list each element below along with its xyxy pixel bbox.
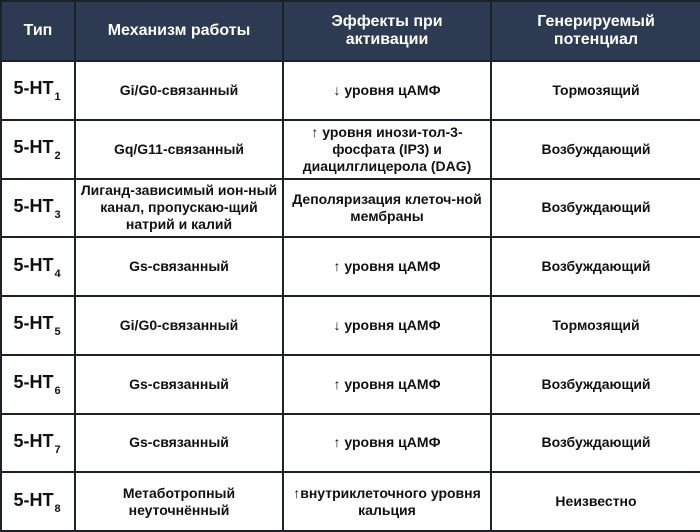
potential-cell: Тормозящий [491,61,700,120]
effects-cell: ↑внутриклеточного уровня кальция [283,472,491,531]
potential-cell: Возбуждающий [491,120,700,179]
mechanism-cell: Gq/G11-связанный [75,120,283,179]
table-header [1,1,700,61]
potential-cell: Неизвестно [491,472,700,531]
effects-cell: Деполяризация клеточ-ной мембраны [283,179,491,238]
receptor-type-subscript: 5 [54,326,61,339]
receptor-type-subscript: 8 [54,502,61,515]
potential-cell: Тормозящий [491,296,700,355]
table-row [1,472,700,531]
receptor-type [1,120,75,179]
receptor-type-base: 5-HT [13,78,54,99]
mechanism-cell: Gs-связанный [75,237,283,296]
header-effects: Эффекты при активации [283,1,491,61]
receptor-type [1,472,75,531]
receptor-type-subscript: 1 [54,91,61,104]
table-body [1,61,700,531]
potential-cell: Возбуждающий [491,237,700,296]
receptor-type [1,61,75,120]
receptor-type-base: 5-HT [13,195,54,216]
receptor-type-base: 5-HT [13,372,54,393]
receptor-type-base: 5-HT [13,254,54,275]
receptor-type-base: 5-HT [13,430,54,451]
receptor-type [1,237,75,296]
potential-cell: Возбуждающий [491,355,700,414]
receptor-type-base: 5-HT [13,137,54,158]
effects-cell: ↑ уровня цАМФ [283,237,491,296]
header-mechanism: Механизм работы [75,1,283,61]
mechanism-cell: Gi/G0-связанный [75,61,283,120]
mechanism-cell: Метаботропный неуточнённый [75,472,283,531]
header-row [1,1,700,61]
receptor-type [1,296,75,355]
effects-cell: ↑ уровня инози-тол-3-фосфата (IP3) и диацилглицерола (DAG) [283,120,491,179]
table-row [1,179,700,238]
table-row [1,237,700,296]
effects-cell: ↑ уровня цАМФ [283,355,491,414]
table-row [1,120,700,179]
effects-cell: ↓ уровня цАМФ [283,61,491,120]
potential-cell: Возбуждающий [491,414,700,473]
table-row [1,296,700,355]
potential-cell: Возбуждающий [491,179,700,238]
effects-cell: ↓ уровня цАМФ [283,296,491,355]
receptor-type-subscript: 6 [54,385,61,398]
receptor-type-base: 5-HT [13,489,54,510]
header-type: Тип [1,1,75,61]
receptor-type-subscript: 4 [54,267,61,280]
receptor-type-subscript: 7 [54,443,61,456]
table-row [1,355,700,414]
table-row [1,414,700,473]
receptor-type-subscript: 3 [54,208,61,221]
receptor-type-base: 5-HT [13,313,54,334]
header-potential: Генерируемый потенциал [491,1,700,61]
mechanism-cell: Gs-связанный [75,414,283,473]
table-row [1,61,700,120]
receptor-type [1,414,75,473]
mechanism-cell: Лиганд-зависимый ион-ный канал, пропускаю-щий натрий и калий [75,179,283,238]
mechanism-cell: Gs-связанный [75,355,283,414]
receptor-type-subscript: 2 [54,150,61,163]
effects-cell: ↑ уровня цАМФ [283,414,491,473]
receptor-type [1,355,75,414]
receptor-type [1,179,75,238]
mechanism-cell: Gi/G0-связанный [75,296,283,355]
